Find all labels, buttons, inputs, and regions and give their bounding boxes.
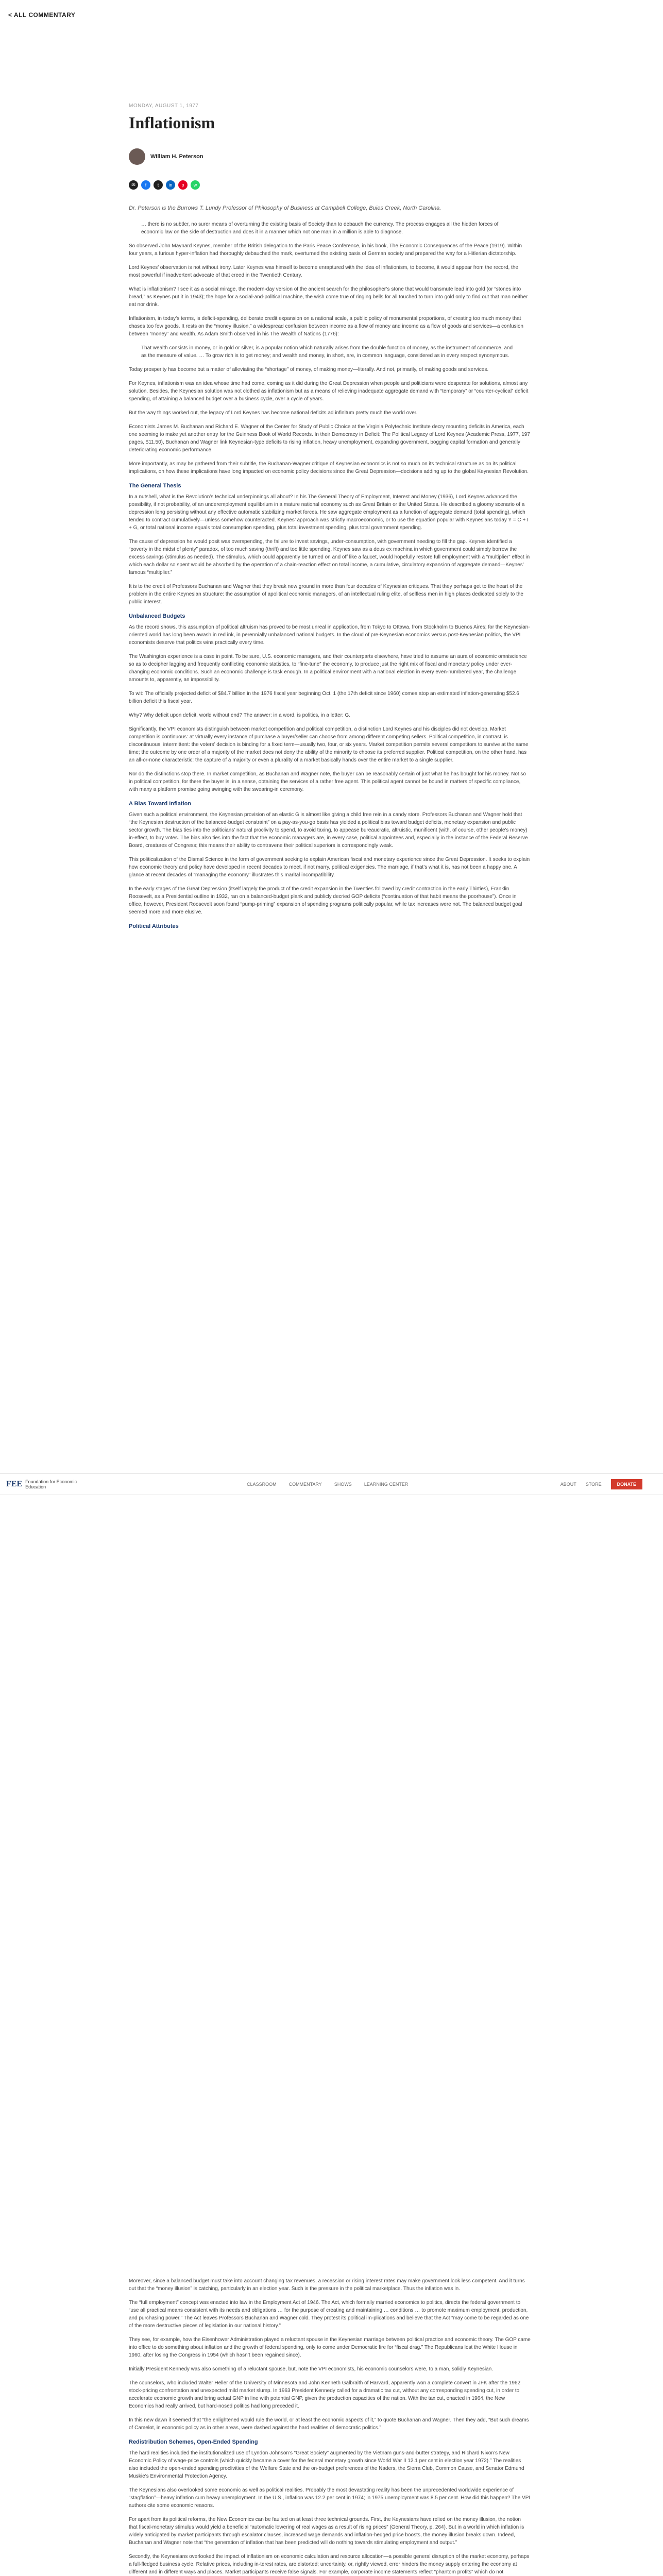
paragraph: In this new dawn it seemed that “the enlightened would rule the world, or at least the economic aspects of it,” to quote Buchanan and Wagner. Then they add, “But such dreams of Camelot, in economic policy as in other areas, were dashed against the hard realities of democratic politics.”	[129, 2417, 529, 2431]
donate-button[interactable]: DONATE	[611, 1479, 642, 1489]
email-icon[interactable]: ✉	[129, 180, 138, 190]
paragraph: Initially President Kennedy was also something of a reluctant spouse, but, note the VPI economists, his economic counselors were, to a man, solidly Keynesian.	[129, 2366, 494, 2372]
all-commentary-link[interactable]: < ALL COMMENTARY	[8, 11, 76, 19]
whatsapp-icon[interactable]: w	[191, 180, 200, 190]
paragraph: They see, for example, how the Eisenhower Administration played a reluctant spouse in the Keynesian marriage between political practice and economic theory. The GOP came into office to do something about inflation and the growth of federal spending, only to come under Democratic fire for “fiscal drag.” The Republicans lost the White House in 1960, after losing the Congress in 1954 (which hasn’t been regained since).	[129, 2337, 531, 2358]
pinterest-icon[interactable]: p	[178, 180, 188, 190]
page-title: Inflationism	[129, 113, 215, 132]
paragraph: What is inflationism? I see it as a social mirage, the modern-day version of the ancient search for the philosopher’s stone that would transmute lead into gold (or “stones into bread,” as Keynes put it in 1943); the hope for a social-and-political machine, the wish come true of ringing bells for all touched to turn into gold only to find out that man neither eat nor drink.	[129, 286, 528, 308]
paragraph: It is to the credit of Professors Buchanan and Wagner that they break new ground in more than four decades of Keynesian critiques. That they perhaps get to the heart of the problem in the entire Keynesian structure: the assumption of apolitical economic managers, of an intellectual ruling elite, of selfless men in high places dedicated solely to the public interest.	[129, 584, 523, 605]
article-body-part-2	[129, 2277, 531, 2576]
paragraph: The “full employment” concept was enacted into law in the Employment Act of 1946. The Act, which formally married economics to politics, directs the federal government to “use all practical means consistent with its needs and obligations … for the purpose of creating and maintaining … conditions … to promote maximum employment, production, and purchasing power.” The Act leaves Professors Buchanan and Wagner cold. They protest its political im-plications and believe that the Act “may come to be regarded as one of the more destructive pieces of legislation in our national history.”	[129, 2300, 529, 2329]
article-body-part-1	[129, 221, 531, 934]
paragraph: More importantly, as may be gathered from their subtitle, the Buchanan-Wagner critique of Keynesian economics is not so much on its technical structure as on its political implications, on how these implications have long impacted on economic policy decisions since the Great Depression—decisions adding up to the global Keynesian Revolution.	[129, 461, 529, 474]
paragraph: The counselors, who included Walter Heller of the University of Minnesota and John Kenneth Galbraith of Harvard, apparently won a complete convert in JFK after the 1962 stock-pricing confrontation and unexpected mild market slump. In 1963 President Kennedy called for a dramatic tax cut, without any corresponding spending cut, in order to accelerate economic growth and bring actual GNP in line with potential GNP, given the production capacities of the nation. With the tax cut, enacted in 1964, the New Economics had really arrived, but hard-nosed politics had long preceded it.	[129, 2380, 521, 2409]
paragraph: Given such a political environment, the Keynesian provision of an elastic G is almost like giving a child free rein in a candy store. Professors Buchanan and Wagner hold that “the Keynesian destruction of the balanced-budget constraint” on a pay-as-you-go basis has yielded a political bias toward budget deficits, monetary expansion and public sector growth. The bias ties into the politicians’ natural proclivity to spend, to avoid taxing, to appease bureaucratic, altruistic, munificent (with, of course, other people’s money) in-effect, to buy votes. The bias also ties into the fact that the economic managers are, in every case, political appointees and, especially in the instance of the Federal Reserve Board, creatures of Congress; this means their ability to contravene their political superiors is correspondingly weak.	[129, 812, 528, 849]
nav-item-commentary[interactable]: COMMENTARY	[288, 1482, 322, 1487]
paragraph: As the record shows, this assumption of political altruism has proved to be most unreal in application, from Tokyo to Ottawa, from Stockholm to Buenos Aires; for the Keynesian-oriented world has long been awash in red ink, in perennially unbalanced national budgets. In the cloud of pre-Keynesian economics versus post-Keynesian politics, the VPI economists deserve that politics wins practically every time.	[129, 624, 530, 646]
paragraph: But the way things worked out, the legacy of Lord Keynes has become national deficits ad infinitum pretty much the world over.	[129, 410, 418, 416]
nav-item-about[interactable]: ABOUT	[560, 1482, 576, 1487]
paragraph: Secondly, the Keynesians overlooked the impact of inflationism on economic calculation and resource allocation—a possible general disruption of the market economy, perhaps a full-fledged business cycle. Relative prices, including in-terest rates, are distorted; uncertainty, or, rightly viewed, error hinders the money supply entering the economy at different and in different ways and places. Market participants receive false signals. For example, corporate income statements reflect “phantom profits” which do not	[129, 2554, 530, 2575]
block-quote	[129, 344, 531, 360]
paragraph: For apart from its political reforms, the New Economics can be faulted on at least three technical grounds. First, the Keynesians have relied on the money illusion, the notion that fiscal-monetary stimulus would yield a beneficial “automatic lowering of real wages as a result of rising prices” (General Theory, p. 264). But in a world in which inflation is widely anticipated by market participants through escalator clauses, increased wage demands and inflation-hedged price boosts, the money illusion breaks down. Indeed, Buchanan and Wagner note that “the generation of inflation that has been predicted will do nothing towards stimulating employment and output.”	[129, 2517, 524, 2546]
paragraph: For Keynes, inflationism was an idea whose time had come, coming as it did during the Great Depression when people and politicians were desperate for solutions, almost any solution. Besides, the Keynesian solution was not clothed as inflationism but as a means of relieving inadequate aggregate demand with “temporary” or “counter-cyclical” deficit spending, of attaining a balanced budget over a business cycle, over a cycle of years.	[129, 381, 529, 402]
facebook-icon[interactable]: f	[141, 180, 150, 190]
section-heading: Unbalanced Budgets	[129, 613, 185, 619]
paragraph: In the early stages of the Great Depression (itself largely the product of the credit expansion in the Twenties followed by credit contraction in the early Thirties), Franklin Roosevelt, as a Presidential outline in 1932, ran on a balanced-budget plank and publicly decried GOP deficits (“continuation of that habit means the poorhouse”). Once in office, however, President Roosevelt soon found “pump-priming” expansion of spending programs politically popular, while tax increases were not. The balanced budget goal seemed more and more elusive.	[129, 886, 522, 915]
paragraph: Moreover, since a balanced budget must take into account changing tax revenues, a recession or rising interest rates may make government look less competent. And it turns out that the “money illusion” is catching, particularly in an election year. Such is the pressure in the political marketplace. Thus the inflation was in.	[129, 2278, 525, 2292]
paragraph: The cause of depression he would posit was overspending, the failure to invest savings, under-consumption, with government needing to fill the gap. Keynes identified a “poverty in the midst of plenty” paradox, of too much saving (thrift) and too little spending. Keynes saw as a deus ex machina in which government could simply borrow the excess savings (stimulus as needed). The stimulus, which could apparently be turned on and off like a faucet, would hopefully restore full employment with a “multiplier” effect in which each dollar so spent would be absorbed by the operation of a chain-reaction effect on total income, a cumulative, circulatory expansion of aggregate demand—Keynes’ famous “multiplier.”	[129, 539, 530, 575]
paragraph: In a nutshell, what is the Revolution’s technical underpinnings all about? In his The General Theory of Employment, Interest and Money (1936), Lord Keynes advanced the possibility, if not probability, of an underemployment equilibrium in a mature national economy such as Great Britain or the United States. He described a gloomy scenario of a depression long persisting without any effective automatic stabilizing market forces. He saw aggregate employment as a function of aggregate demand (total spending), which tended to contract cumulatively—unless somehow counteracted. Keynes’ approach was strictly macroeconomic, or to use the equation popular with Keynesians today Y = C + I + G, or total national income equals total consumption spending, plus total investment spending, plus total government spending.	[129, 494, 529, 531]
paragraph: The Washington experience is a case in point. To be sure, U.S. economic managers, and their counterparts elsewhere, have tried to assume an aura of economic omniscience so as to decipher lagging and frequently conflicting economic statistics, to “fine-tune” the economy, to produce just the right mix of fiscal and monetary policy under ever-changing economic conditions. Such an economic challenge is task enough. In a political environment with a national election in every even-numbered year, the challenge amounts to, apparently, an impossibility.	[129, 654, 527, 683]
section-heading: A Bias Toward Inflation	[129, 801, 192, 807]
paragraph: So observed John Maynard Keynes, member of the British delegation to the Paris Peace Conference, in his book, The Economic Consequences of the Peace (1919). Within four years, a furious hyper-inflation had thoroughly debauched the mark, overturned the existing basis of German society and prepared the way for a Hitlerian dictatorship.	[129, 243, 522, 257]
paragraph: Significantly, the VPI economists distinguish between market competition and political competition, a distinction Lord Keynes and his disciples did not develop. Market competition is continuous: at virtually every instance of purchase a buyer/seller can choose from among different competing sellers. Political competition, in contrast, is discontinuous, intermittent: the voters’ decision is binding for a fixed term—usually two, four, or six years. Market competition permits several competitors to survive at the same time; the outcome by one order of a majority of the market does not deny the ability of the minority to choose its preferred supplier. Political competition, on the other hand, has an all-or-none characteristic: the capture of a majority or even a plurality of a market basically hands over the entire market to a single supplier.	[129, 726, 529, 763]
paragraph: Inflationism, in today’s terms, is deficit-spending, deliberate credit expansion on a national scale, a public policy of monumental proportions, of creating too much money that chases too few goods. It rests on the “money illusion,” a widespread confusion between income as a flow of money and income as a flow of goods and services—a confusion between “money” and wealth. As Adam Smith observed in his The Wealth of Nations (1776):	[129, 316, 523, 337]
section-heading: Redistribution Schemes, Open-Ended Spending	[129, 2439, 258, 2445]
site-logo[interactable]: FEE	[6, 1480, 23, 1488]
byline-note: Dr. Peterson is the Burrows T. Lundy Professor of Philosophy of Business at Campbell College, Buies Creek, North Carolina.	[129, 205, 441, 211]
share-bar	[129, 180, 531, 190]
quote-text: That wealth consists in money, or in gold or silver, is a popular notion which naturally arises from the double function of money, as the instrument of commerce, and as the measure of value. … To grow rich is to get money; and wealth and money, in short, are, in common language, considered as in every respect synonymous.	[141, 345, 513, 359]
paragraph: Why? Why deficit upon deficit, world without end? The answer: in a word, is politics, in a letter: G.	[129, 713, 351, 718]
paragraph: To wit: The officially projected deficit of $84.7 billion in the 1976 fiscal year beginning Oct. 1 (the 17th deficit since 1960) comes atop an estimated inflation-generating $52.6 billion deficit this fiscal year.	[129, 691, 519, 704]
paragraph: The Keynesians also overlooked some economic as well as political realities. Probably the most devastating reality has been the unprecedented worldwide experience of “stagflation”—heavy inflation cum heavy unemployment. In the U.S., inflation was 12.2 per cent in 1974; in 1975 unemployment was 8.5 per cent. How did this happen? The VPI authors cite some economic reasons.	[129, 2487, 531, 2509]
paragraph: Economists James M. Buchanan and Richard E. Wagner of the Center for Study of Public Choice at the Virginia Polytechnic Institute decry mounting deficits in America, each one seeming to make yet another entry for the Guinness Book of World Records. In their Democracy in Deficit: The Political Legacy of Lord Keynes (Academic Press, 1977, 197 pages, $11.50), Buchanan and Wagner link Keynesian-type deficits to rising inflation, heavy unemployment, expanding government, bogging capital formation and generally deteriorating economic performance.	[129, 424, 530, 453]
block-quote	[129, 221, 531, 236]
paragraph: The hard realities included the institutionalized use of Lyndon Johnson’s “Great Society” augmented by the Vietnam guns-and-butter strategy, and Richard Nixon’s New Economic Policy of wage-price controls (which quickly became a cover for the federal monetary growth since World War II 12.1 per cent in election year 1972).” The realities also included the open-ended spending proclivities of the Welfare State and the on-budget preferences of the Naders, the Sierra Club, Common Cause, and Senator Edmund Muskie’s Environmental Protection Agency.	[129, 2450, 524, 2479]
paragraph: Nor do the distinctions stop there. In market competition, as Buchanan and Wagner note, the buyer can be reasonably certain of just what he has bought for his money. Not so in political competition, for there the buyer is, in a sense, obtaining the services of a rather free agent. This political agent cannot be bound in matters of specific compliance, with many a platform promise going swinging with the swearing-in ceremony.	[129, 771, 526, 792]
linkedin-icon[interactable]: in	[166, 180, 175, 190]
section-heading: The General Thesis	[129, 483, 181, 489]
nav-item-learning-center[interactable]: LEARNING CENTER	[364, 1482, 409, 1487]
quote-text: … there is no subtler, no surer means of overturning the existing basis of Society than to debauch the currency. The process engages all the hidden forces of economic law on the side of destruction and does it in a manner which not one man in a million is able to diagnose.	[141, 222, 499, 235]
paragraph: This politicalization of the Dismal Science in the form of government seeking to explain American fiscal and monetary experience since the Great Depression. It seeks to explain how economic theory and policy have developed in recent decades to meet, if not marry, political exigencies. The marriage, if that’s what it is, has not been a happy one. A glance at recent decades of “managing the economy” illustrates this marital incompatibility.	[129, 857, 530, 878]
main-nav	[247, 1482, 408, 1487]
paragraph: Today prosperity has become but a matter of alleviating the “shortage” of money, of making money—literally. And not, primarily, of making goods and services.	[129, 367, 489, 372]
site-logo-text[interactable]: Foundation for Economic Education	[25, 1479, 77, 1489]
article-date: MONDAY, AUGUST 1, 1977	[129, 103, 199, 109]
top-bar	[0, 0, 663, 30]
nav-right	[560, 1479, 642, 1489]
avatar[interactable]	[129, 148, 145, 165]
twitter-icon[interactable]: t	[154, 180, 163, 190]
paragraph: Lord Keynes’ observation is not without irony. Later Keynes was himself to become enraptured with the idea of inflationism, to become, it would appear from the record, the most powerful if inadvertent advocate of that creed in the Twentieth Century.	[129, 265, 518, 278]
nav-item-classroom[interactable]: CLASSROOM	[247, 1482, 277, 1487]
section-heading: Political Attributes	[129, 923, 179, 929]
nav-item-shows[interactable]: SHOWS	[334, 1482, 352, 1487]
nav-item-store[interactable]: STORE	[585, 1482, 602, 1487]
author-name[interactable]: William H. Peterson	[150, 154, 203, 160]
author-row	[129, 148, 531, 165]
site-navbar	[0, 1473, 663, 1495]
